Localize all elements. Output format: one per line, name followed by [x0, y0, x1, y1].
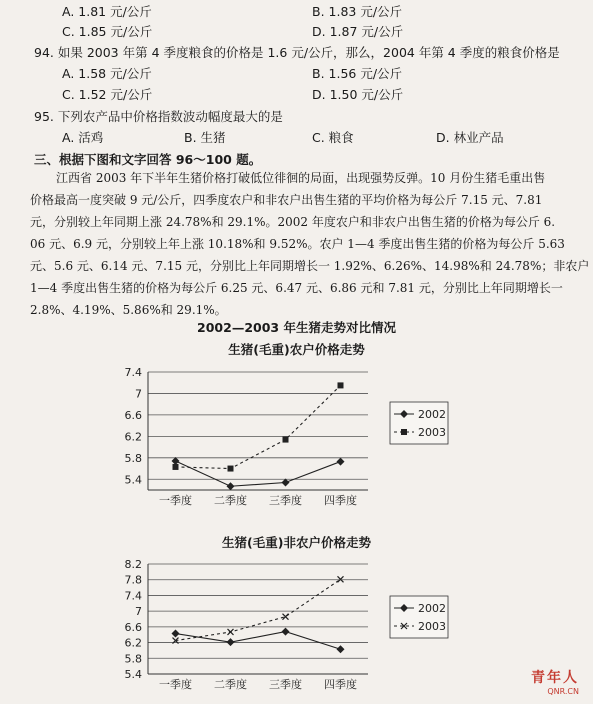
section-title: 三、根据下图和文字回答 96～100 题。	[34, 152, 262, 167]
y-tick-label: 7.4	[124, 589, 142, 603]
passage-line: 江西省 2003 年下半年生猪价格打破低位徘徊的局面，出现强势反弹。10 月份生猪毛重出售	[56, 171, 546, 185]
y-tick-label: 5.8	[124, 451, 142, 465]
y-tick-label: 6.6	[124, 408, 142, 422]
y-tick-label: 8.2	[124, 558, 142, 571]
site-watermark	[531, 667, 579, 696]
y-tick-label: 5.4	[124, 473, 142, 487]
data-point-2002	[172, 630, 180, 638]
q95-option-a: A. 活鸡	[62, 130, 104, 145]
data-point-2002	[227, 638, 235, 646]
passage	[30, 167, 590, 321]
x-tick-label: 一季度	[159, 494, 192, 507]
passage-line: 2.8%、4.19%、5.86%和 29.1%。	[30, 303, 227, 317]
series-line-2002	[176, 632, 341, 650]
q94-option-a: A. 1.58 元/公斤	[62, 66, 152, 81]
q94-question: 94. 如果 2003 年第 4 季度粮食的价格是 1.6 元/公斤，那么，2004 年第 4 季度的粮食价格是	[34, 45, 560, 60]
data-point-2002	[337, 458, 345, 466]
passage-line: 1—4 季度出售生猪的价格为每公斤 6.25 元、6.47 元、6.86 元和 7.81 元，分别比上年同期增长一	[30, 281, 563, 295]
x-tick-label: 三季度	[269, 678, 302, 691]
q93-option-a: A. 1.81 元/公斤	[62, 4, 152, 19]
chart2-title: 生猪(毛重)非农户价格走势	[222, 535, 371, 550]
data-point-2002	[172, 457, 180, 465]
watermark-url: QNR.CN	[547, 687, 579, 696]
q93-option-c: C. 1.85 元/公斤	[62, 24, 153, 39]
series-line-2003	[176, 579, 341, 640]
x-tick-label: 二季度	[214, 678, 247, 691]
data-point-2003	[338, 382, 344, 388]
y-tick-label: 7.4	[124, 366, 142, 379]
legend-label: 2003	[418, 426, 446, 439]
data-point-2003	[228, 466, 234, 472]
y-tick-label: 7	[135, 387, 142, 401]
legend-label: 2002	[418, 408, 446, 421]
y-tick-label: 6.2	[124, 636, 142, 650]
y-tick-label: 5.8	[124, 652, 142, 666]
x-tick-label: 二季度	[214, 494, 247, 507]
passage-line: 元，分别较上年同期上涨 24.78%和 29.1%。2002 年度农户和非农户出售生猪的价格为每公斤 6.	[30, 215, 556, 229]
data-point-2003	[283, 437, 289, 443]
data-point-2002	[227, 482, 235, 490]
q94-option-d: D. 1.50 元/公斤	[312, 87, 404, 102]
y-tick-label: 6.6	[124, 620, 142, 634]
data-point-2003	[283, 614, 289, 620]
q94-option-b: B. 1.56 元/公斤	[312, 66, 403, 81]
chart1-title: 生猪(毛重)农户价格走势	[228, 342, 365, 357]
x-tick-label: 四季度	[324, 494, 357, 507]
legend	[390, 402, 448, 444]
y-tick-label: 7.8	[124, 573, 142, 587]
chart-nonfarm-price	[100, 553, 500, 704]
y-tick-label: 6.2	[124, 430, 142, 444]
q95-question: 95. 下列农产品中价格指数波动幅度最大的是	[34, 109, 283, 124]
series-line-2002	[176, 461, 341, 486]
q95-option-b: B. 生猪	[184, 130, 226, 145]
watermark-text: 青年人	[531, 670, 579, 686]
legend-marker	[401, 429, 407, 435]
data-point-2002	[282, 628, 290, 636]
x-tick-label: 四季度	[324, 678, 357, 691]
q94-option-c: C. 1.52 元/公斤	[62, 87, 153, 102]
passage-line: 元、5.6 元、6.14 元、7.15 元，分别比上年同期增长一 1.92%、6.26%、14.98%和 24.78%；非农户	[30, 259, 590, 273]
x-tick-label: 三季度	[269, 494, 302, 507]
q93-option-d: D. 1.87 元/公斤	[312, 24, 404, 39]
q95-option-c: C. 粮食	[312, 130, 354, 145]
chart-farm-price	[100, 360, 500, 510]
legend-label: 2002	[418, 602, 446, 615]
passage-line: 价格最高一度突破 9 元/公斤，四季度农户和非农户出售生猪的平均价格为每公斤 7.15 元、7.81	[30, 193, 543, 207]
series-line-2003	[176, 385, 341, 468]
q93-option-b: B. 1.83 元/公斤	[312, 4, 403, 19]
legend	[390, 596, 448, 638]
data-point-2002	[282, 478, 290, 486]
y-tick-label: 5.4	[124, 668, 142, 681]
y-tick-label: 7	[135, 605, 142, 619]
legend-label: 2003	[418, 620, 446, 633]
q95-option-d: D. 林业产品	[436, 130, 504, 145]
data-point-2003	[173, 464, 179, 470]
data-point-2002	[337, 645, 345, 653]
figure-title: 2002—2003 年生猪走势对比情况	[197, 320, 396, 335]
passage-line: 06 元、6.9 元，分别较上年上涨 10.18%和 9.52%。农户 1—4 季度出售生猪的价格为每公斤 5.63	[30, 237, 565, 251]
data-point-2003	[228, 629, 234, 635]
x-tick-label: 一季度	[159, 678, 192, 691]
